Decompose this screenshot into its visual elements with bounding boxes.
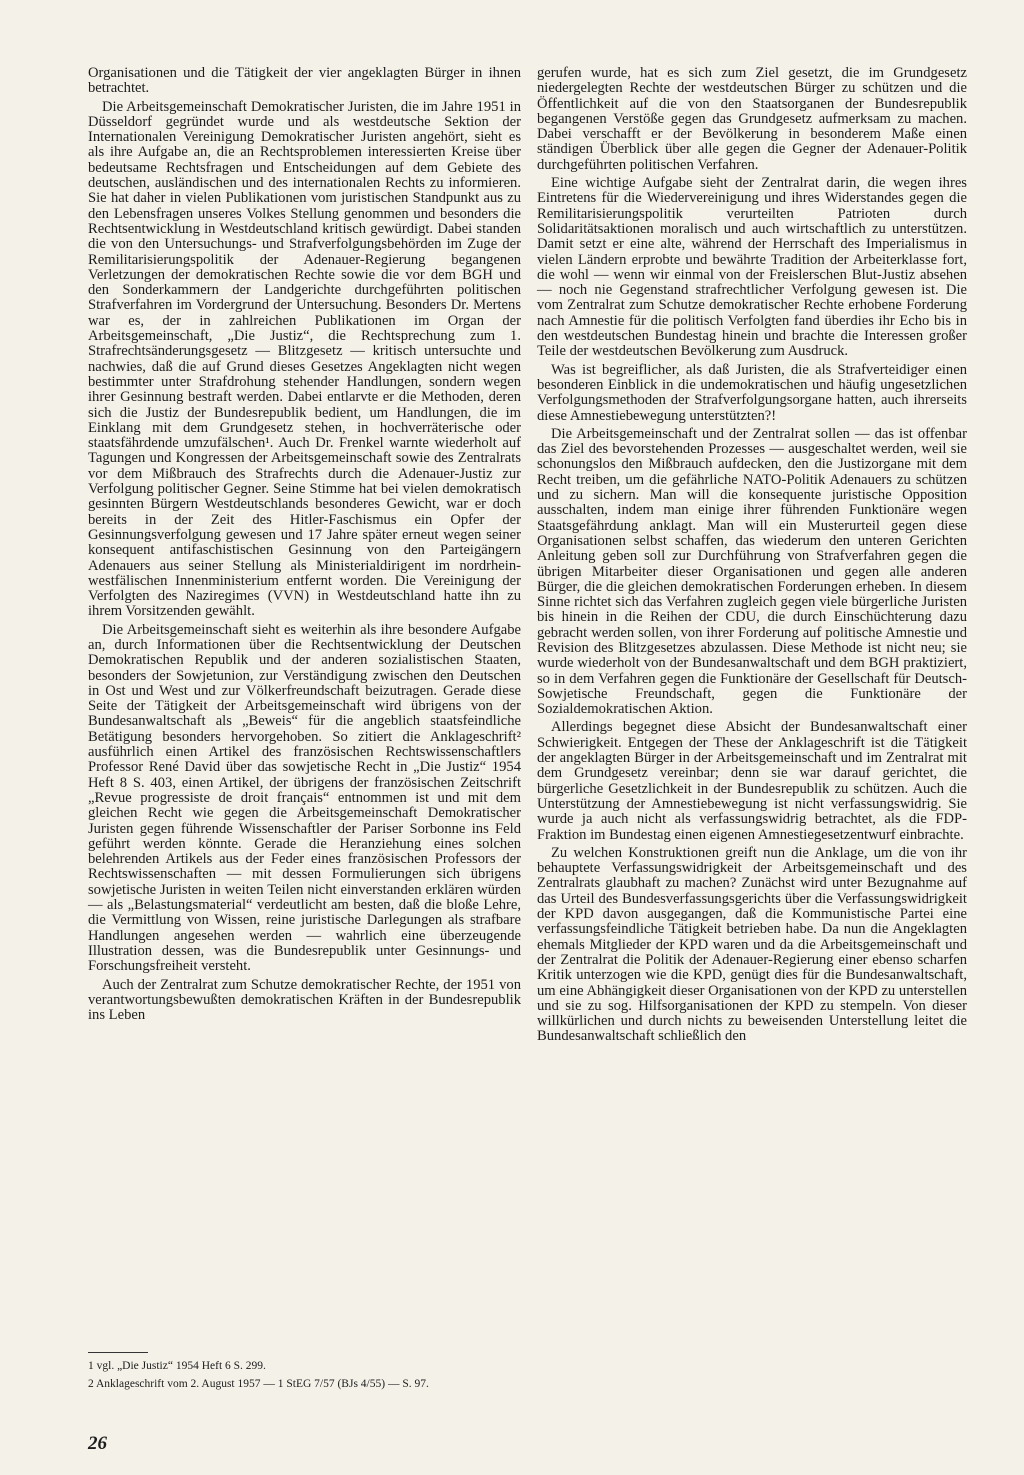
footnote-divider [88,1352,148,1353]
footnote: 1 vgl. „Die Justiz“ 1954 Heft 6 S. 299. [88,1360,266,1372]
paragraph: Die Arbeitsgemeinschaft Demokratischer Juristen, die im Jahre 1951 in Düsseldorf gegründet wurde und als westdeutsche Sektion der Internationalen Vereinigung Demokratischer Juristen angehört, sieht es als ihre Aufgabe an, die an Rechtsproblemen interessierten Kreise über bedeutsame Rechtsfragen und Entscheidungen auf dem Gebiete des deutschen, ausländischen und des internationalen Rechts zu informieren. Sie hat daher in vielen Publikationen vom juristischen Standpunkt aus zu den Lebensfragen unseres Volkes Stellung genommen und besonders die Rechtsentwicklung in Westdeutschland kritisch gewürdigt. Dabei standen die von den Untersuchungs- und Strafverfolgungsbehörden im Zuge der Remilitarisierungspolitik der Adenauer-Regierung begangenen Verletzungen der demokratischen Rechte sowie die vor dem BGH und den Sonderkammern der Landgerichte durchgeführten politischen Strafverfahren im Vordergrund der Untersuchung. Besonders Dr. Mertens war es, der in zahlreichen Publikationen im Organ der Arbeitsgemeinschaft, „Die Justiz“, die Rechtsprechung zum 1. Strafrechtsänderungsgesetz — Blitzgesetz — kritisch untersuchte und nachwies, daß die auf Grund dieses Gesetzes Angeklagten nicht wegen bestimmter unter Strafdrohung stehender Handlungen, sondern wegen ihrer Gesinnung bestraft werden. Dabei entlarvte er die Methoden, deren sich die Justiz der Bundesrepublik bedient, um Handlungen, die im Einklang mit dem Grundgesetz stehen, in hochverräterische oder staatsfährdende umzufälschen¹. Auch Dr. Frenkel warnte wiederholt auf Tagungen und Kongressen der Arbeitsgemeinschaft sowie des Zentralrats vor dem Mißbrauch des Strafrechts durch die Adenauer-Justiz zur Verfolgung politischer Gegner. Seine Stimme hat bei vielen demokratisch gesinnten Bürgern Westdeutschlands besonderes Gewicht, war er doch bereits in der Zeit des Hitler-Faschismus ein Opfer der Gesinnungsverfolgung gewesen und 17 Jahre später erneut wegen seiner konsequent antifaschistischen Gesinnung von den Parteigängern Adenauers aus seiner Stellung als Ministerialdirigent im nordrhein-westfälischen Innenministerium entfernt worden. Die Vereinigung der Verfolgten des Naziregimes (VVN) in Westdeutschland hatte ihn zu ihrem Vorsitzenden gewählt. [88,98,521,620]
text-column-right [537,66,967,1048]
paragraph: gerufen wurde, hat es sich zum Ziel gesetzt, die im Grundgesetz niedergelegten Rechte der westdeutschen Bürger zu schützen und die Öffentlichkeit auf die von den Staatsorganen der Bundesrepublik begangenen Verstöße gegen das Grundgesetz aufmerksam zu machen. Dabei verschafft er der Bevölkerung in besonderem Maße einen ständigen Überblick über alle gegen die Gegner der Adenauer-Politik durchgeführten politischen Verfahren. [537,65,967,173]
text-column-left [88,66,521,1026]
paragraph: Auch der Zentralrat zum Schutze demokratischer Rechte, der 1951 von verantwortungsbewußten demokratischen Kräften in der Bundesrepublik ins Leben [88,976,521,1024]
paragraph: Die Arbeitsgemeinschaft und der Zentralrat sollen — das ist offenbar das Ziel des bevorstehenden Prozesses — ausgeschaltet werden, weil sie schonungslos den Mißbrauch aufdecken, den die Justizorgane mit dem Recht treiben, um die gefährliche NATO-Politik Adenauers zu schützen und zu sichern. Man will die konsequente juristische Opposition ausschalten, indem man einige ihrer führenden Funktionäre wegen Staatsgefährdung anklagt. Man will ein Musterurteil gegen diese Organisationen selbst schaffen, das wiederum den unteren Gerichten Anleitung geben soll zur Durchführung von Strafverfahren gegen die übrigen Mitarbeiter dieser Organisationen und gegen alle anderen Bürger, die die gleichen demokratischen Forderungen erheben. In diesem Sinne richtet sich das Verfahren zugleich gegen viele bürgerliche Juristen bis hinein in die Reihen der CDU, die durch Einschüchterung dazu gebracht werden sollen, von ihrer Forderung auf politische Amnestie und Revision des Blitzgesetzes abzulassen. Diese Methode ist nicht neu; sie wurde wiederholt von der Bundesanwaltschaft und dem BGH praktiziert, so in dem Verfahren gegen die Funktionäre der Gesellschaft für Deutsch-Sowjetische Freundschaft, gegen die Funktionäre der Sozialdemokratischen Aktion. [537,425,967,718]
paragraph: Organisationen und die Tätigkeit der vier angeklagten Bürger in ihnen betrachtet. [88,65,521,97]
footnote: 2 Anklageschrift vom 2. August 1957 — 1 StEG 7/57 (BJs 4/55) — S. 97. [88,1378,429,1390]
page-number: 26 [88,1433,107,1454]
paragraph: Eine wichtige Aufgabe sieht der Zentralrat darin, die wegen ihres Eintretens für die Wiedervereinigung und ihres Widerstandes gegen die Remilitarisierungspolitik verurteilten Patrioten durch Solidaritätsaktionen moralisch und auch wirtschaftlich zu unterstützen. Damit setzt er eine alte, während der Herrschaft des Imperialismus in vielen Ländern erprobte und bewährte Tradition der Arbeiterklasse fort, die wohl — wenn wir einmal von der Freislerschen Blut-Justiz absehen — noch nie Gegenstand strafrechtlicher Verfolgung gewesen ist. Die vom Zentralrat zum Schutze demokratischer Rechte erhobene Forderung nach Amnestie für die politisch Verfolgten fand überdies ihr Echo bis in den westdeutschen Bundestag hinein und brachte die Interessen großer Teile der westdeutschen Bevölkerung zum Ausdruck. [537,175,967,360]
paragraph: Die Arbeitsgemeinschaft sieht es weiterhin als ihre besondere Aufgabe an, durch Informationen über die Rechtsentwicklung der Deutschen Demokratischen Republik und der anderen sozialistischen Staaten, besonders der Sowjetunion, zur Verständigung zwischen den Deutschen in Ost und West und zur Völkerfreundschaft beizutragen. Gerade diese Seite der Tätigkeit der Arbeitsgemeinschaft wird übrigens von der Bundesanwaltschaft als „Beweis“ für die angeblich staatsfeindliche Betätigung besonders hervorgehoben. So zitiert die Anklageschrift² ausführlich einen Artikel des französischen Rechtswissenschaftlers Professor René David über das sowjetische Recht in „Die Justiz“ 1954 Heft 8 S. 403, einen Artikel, der übrigens der französischen Zeitschrift „Revue progressiste de droit français“ entnommen ist und mit dem gleichen Recht wie gegen die Arbeitsgemeinschaft Demokratischer Juristen gegen führende Wissenschaftler der Pariser Sorbonne ins Feld geführt werden könnte. Gerade die Heranziehung eines solchen belehrenden Artikels aus der Feder eines französischen Professors der Rechtswissenschaften — mit dessen Formulierungen sich übrigens sowjetische Juristen in weiten Teilen nicht einverstanden erklären würden — als „Belastungsmaterial“ verdeutlicht am besten, daß die bloße Lehre, die Vermittlung von Wissen, reine juristische Darlegungen als strafbare Handlungen angesehen werden — wahrlich eine überzeugende Illustration dessen, was die Bundesrepublik unter Gesinnungs- und Forschungsfreiheit versteht. [88,621,521,975]
paragraph: Allerdings begegnet diese Absicht der Bundesanwaltschaft einer Schwierigkeit. Entgegen der These der Anklageschrift ist die Tätigkeit der angeklagten Bürger in der Arbeitsgemeinschaft und im Zentralrat mit dem Grundgesetz vereinbar; denn sie war darauf gerichtet, die bürgerliche Gesetzlichkeit in der Bundesrepublik zu schützen. Auch die Unterstützung der Amnestiebewegung ist nicht verfassungswidrig. Sie wurde ja auch nicht als verfassungswidrig betrachtet, als die FDP-Fraktion im Bundestag einen eigenen Amnestiegesetzentwurf einbrachte. [537,719,967,843]
paragraph: Zu welchen Konstruktionen greift nun die Anklage, um die von ihr behauptete Verfassungswidrigkeit der Arbeitsgemeinschaft und des Zentralrats glaubhaft zu machen? Zunächst wird unter Bezugnahme auf das Urteil des Bundesverfassungsgerichts über die Verfassungswidrigkeit der KPD davon ausgegangen, daß die Kommunistische Partei eine verfassungsfeindliche Tätigkeit betrieben habe. Da nun die Angeklagten ehemals Mitglieder der KPD waren und da die Arbeitsgemeinschaft und der Zentralrat die Politik der Adenauer-Regierung einer ebenso scharfen Kritik unterzogen wie die KPD, genügt dies für die Bundesanwaltschaft, um eine Abhängigkeit dieser Organisationen von der KPD zu unterstellen und sie zu sog. Hilfsorganisationen der KPD zu stempeln. Von dieser willkürlichen und durch nichts zu beweisenden Unterstellung leitet die Bundesanwaltschaft schließlich den [537,844,967,1045]
footnotes [88,1352,521,1395]
paragraph: Was ist begreiflicher, als daß Juristen, die als Strafverteidiger einen besonderen Einblick in die undemokratischen und häufig ungesetzlichen Verfolgungsmethoden der Strafverfolgungsorgane hatten, auch ihrerseits diese Amnestiebewegung unterstützten?! [537,361,967,424]
